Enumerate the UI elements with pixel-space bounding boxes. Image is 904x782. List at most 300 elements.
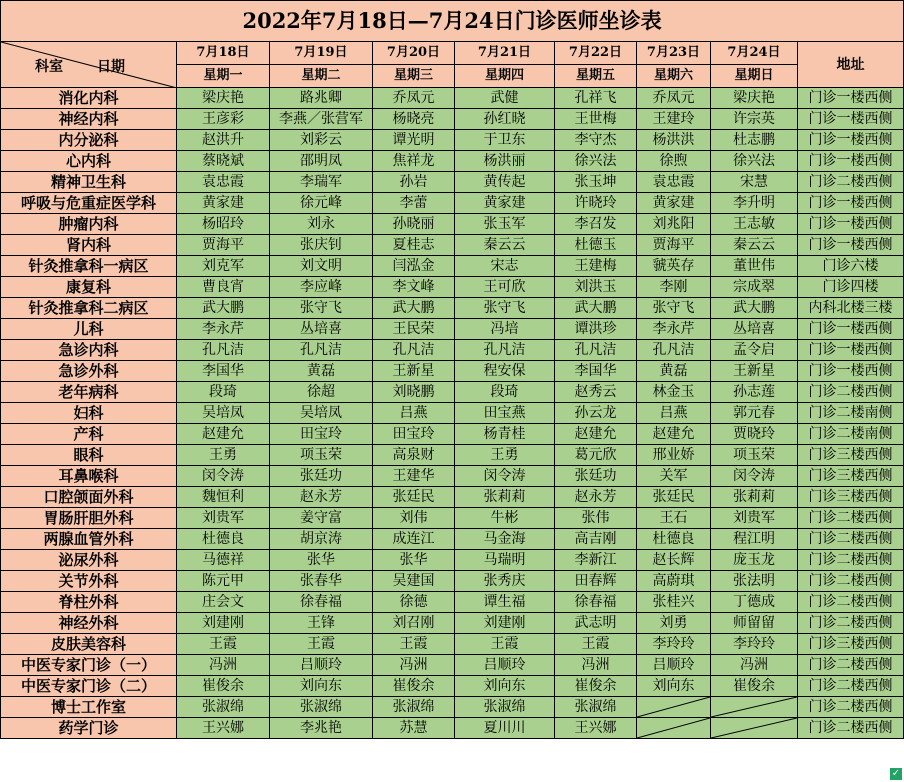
address-cell[interactable]: 门诊二楼西侧	[798, 592, 904, 613]
doctor-cell[interactable]: 高吉刚	[555, 529, 637, 550]
address-cell[interactable]: 门诊一楼西侧	[798, 130, 904, 151]
doctor-cell[interactable]: 路兆卿	[270, 88, 373, 109]
doctor-cell[interactable]: 蔡晓斌	[177, 151, 270, 172]
weekday-header-cell[interactable]: 星期四	[455, 65, 555, 88]
doctor-cell[interactable]: 张廷民	[373, 487, 455, 508]
address-cell[interactable]: 门诊一楼西侧	[798, 88, 904, 109]
doctor-cell[interactable]: 赵长辉	[637, 550, 711, 571]
doctor-cell[interactable]: 刘文明	[270, 256, 373, 277]
address-cell[interactable]: 门诊二楼西侧	[798, 697, 904, 718]
doctor-cell[interactable]: 刘兆阳	[637, 214, 711, 235]
doctor-cell[interactable]: 张伟	[555, 508, 637, 529]
doctor-cell[interactable]: 黄磊	[637, 361, 711, 382]
doctor-cell[interactable]: 牛彬	[455, 508, 555, 529]
address-cell[interactable]: 门诊一楼西侧	[798, 193, 904, 214]
address-cell[interactable]: 门诊二楼西侧	[798, 718, 904, 739]
doctor-cell[interactable]: 徐兴法	[555, 151, 637, 172]
date-header-cell[interactable]: 7月18日	[177, 42, 270, 65]
doctor-cell[interactable]: 马德祥	[177, 550, 270, 571]
doctor-cell[interactable]: 武志明	[555, 613, 637, 634]
doctor-cell[interactable]: 于卫东	[455, 130, 555, 151]
doctor-cell[interactable]: 王霞	[270, 634, 373, 655]
doctor-cell[interactable]: 张淑绵	[270, 697, 373, 718]
doctor-cell[interactable]: 刘勇	[637, 613, 711, 634]
doctor-cell[interactable]: 谭光明	[373, 130, 455, 151]
doctor-cell[interactable]: 张守飞	[455, 298, 555, 319]
doctor-cell[interactable]: 张守飞	[637, 298, 711, 319]
doctor-cell[interactable]: 王建玲	[637, 109, 711, 130]
doctor-cell[interactable]: 闵令涛	[711, 466, 798, 487]
doctor-cell[interactable]: 吕顺玲	[455, 655, 555, 676]
doctor-cell[interactable]: 张莉莉	[455, 487, 555, 508]
sheet-corner-icon[interactable]: ✓	[891, 768, 901, 779]
doctor-cell[interactable]: 王建梅	[555, 256, 637, 277]
doctor-cell[interactable]: 高泉财	[373, 445, 455, 466]
doctor-cell[interactable]: 武大鹏	[177, 298, 270, 319]
doctor-cell[interactable]: 赵建允	[637, 424, 711, 445]
doctor-cell[interactable]: 刘建刚	[177, 613, 270, 634]
doctor-cell[interactable]: 孙红晓	[455, 109, 555, 130]
doctor-cell[interactable]: 刘向东	[455, 676, 555, 697]
address-cell[interactable]: 门诊二楼西侧	[798, 571, 904, 592]
doctor-cell[interactable]: 关军	[637, 466, 711, 487]
doctor-cell[interactable]: 刘向东	[637, 676, 711, 697]
doctor-cell[interactable]: 李永芹	[637, 319, 711, 340]
doctor-cell[interactable]: 孙志莲	[711, 382, 798, 403]
doctor-cell[interactable]: 陈元甲	[177, 571, 270, 592]
department-cell[interactable]: 中医专家门诊（二）	[1, 676, 177, 697]
doctor-cell[interactable]: 冯洲	[177, 655, 270, 676]
department-cell[interactable]: 内分泌科	[1, 130, 177, 151]
doctor-cell[interactable]: 董世伟	[711, 256, 798, 277]
doctor-cell[interactable]: 徐春福	[555, 592, 637, 613]
department-cell[interactable]: 胃肠肝胆外科	[1, 508, 177, 529]
doctor-cell[interactable]: 项玉荣	[270, 445, 373, 466]
address-cell[interactable]: 门诊一楼西侧	[798, 235, 904, 256]
doctor-cell[interactable]: 杨昭玲	[177, 214, 270, 235]
doctor-cell[interactable]: 张玉军	[455, 214, 555, 235]
doctor-cell[interactable]: 夏桂志	[373, 235, 455, 256]
department-cell[interactable]: 眼科	[1, 445, 177, 466]
doctor-cell[interactable]: 王彦彩	[177, 109, 270, 130]
doctor-cell[interactable]: 焦祥龙	[373, 151, 455, 172]
doctor-cell[interactable]: 杨晓亮	[373, 109, 455, 130]
empty-slash-cell[interactable]	[711, 697, 798, 718]
weekday-header-cell[interactable]: 星期五	[555, 65, 637, 88]
department-cell[interactable]: 产科	[1, 424, 177, 445]
doctor-cell[interactable]: 杨青桂	[455, 424, 555, 445]
doctor-cell[interactable]: 丛培喜	[270, 319, 373, 340]
doctor-cell[interactable]: 刘永	[270, 214, 373, 235]
doctor-cell[interactable]: 赵永芳	[555, 487, 637, 508]
doctor-cell[interactable]: 马瑞明	[455, 550, 555, 571]
doctor-cell[interactable]: 黄家建	[177, 193, 270, 214]
doctor-cell[interactable]: 李应峰	[270, 277, 373, 298]
doctor-cell[interactable]: 张秀庆	[455, 571, 555, 592]
doctor-cell[interactable]: 王石	[637, 508, 711, 529]
department-cell[interactable]: 消化内科	[1, 88, 177, 109]
doctor-cell[interactable]: 吕顺玲	[270, 655, 373, 676]
doctor-cell[interactable]: 袁忠霞	[637, 172, 711, 193]
department-cell[interactable]: 针灸推拿科二病区	[1, 298, 177, 319]
doctor-cell[interactable]: 崔俊余	[555, 676, 637, 697]
doctor-cell[interactable]: 田春辉	[555, 571, 637, 592]
doctor-cell[interactable]: 李玲玲	[711, 634, 798, 655]
doctor-cell[interactable]: 李玲玲	[637, 634, 711, 655]
doctor-cell[interactable]: 孔凡洁	[637, 340, 711, 361]
doctor-cell[interactable]: 师留留	[711, 613, 798, 634]
doctor-cell[interactable]: 刘召刚	[373, 613, 455, 634]
doctor-cell[interactable]: 李文峰	[373, 277, 455, 298]
doctor-cell[interactable]: 宋志	[455, 256, 555, 277]
doctor-cell[interactable]: 闵令涛	[177, 466, 270, 487]
doctor-cell[interactable]: 武健	[455, 88, 555, 109]
doctor-cell[interactable]: 崔俊余	[373, 676, 455, 697]
address-cell[interactable]: 门诊二楼西侧	[798, 676, 904, 697]
date-header-cell[interactable]: 7月23日	[637, 42, 711, 65]
doctor-cell[interactable]: 王霞	[373, 634, 455, 655]
doctor-cell[interactable]: 贾海平	[177, 235, 270, 256]
doctor-cell[interactable]: 刘贵军	[177, 508, 270, 529]
department-cell[interactable]: 脊柱外科	[1, 592, 177, 613]
doctor-cell[interactable]: 丁德成	[711, 592, 798, 613]
address-cell[interactable]: 门诊三楼西侧	[798, 466, 904, 487]
doctor-cell[interactable]: 冯洲	[555, 655, 637, 676]
department-cell[interactable]: 呼吸与危重症医学科	[1, 193, 177, 214]
doctor-cell[interactable]: 王霞	[555, 634, 637, 655]
doctor-cell[interactable]: 邢业娇	[637, 445, 711, 466]
doctor-cell[interactable]: 刘晓鹏	[373, 382, 455, 403]
address-cell[interactable]: 门诊二楼西侧	[798, 382, 904, 403]
department-cell[interactable]: 皮肤美容科	[1, 634, 177, 655]
address-cell[interactable]: 门诊三楼西侧	[798, 634, 904, 655]
doctor-cell[interactable]: 段琦	[455, 382, 555, 403]
doctor-cell[interactable]: 黄磊	[270, 361, 373, 382]
doctor-cell[interactable]: 孙晓丽	[373, 214, 455, 235]
diagonal-slash-mark	[711, 697, 797, 717]
doctor-cell[interactable]: 秦云云	[455, 235, 555, 256]
doctor-cell[interactable]: 孔祥飞	[555, 88, 637, 109]
date-header-cell[interactable]: 7月19日	[270, 42, 373, 65]
doctor-cell[interactable]: 赵建允	[555, 424, 637, 445]
doctor-cell[interactable]: 王新星	[711, 361, 798, 382]
address-header-cell[interactable]: 地址	[798, 42, 904, 88]
weekday-header-cell[interactable]: 星期一	[177, 65, 270, 88]
doctor-cell[interactable]: 李兆艳	[270, 718, 373, 739]
doctor-cell[interactable]: 李蕾	[373, 193, 455, 214]
doctor-cell[interactable]: 吕燕	[637, 403, 711, 424]
doctor-cell[interactable]: 刘贵军	[711, 508, 798, 529]
doctor-cell[interactable]: 徐兴法	[711, 151, 798, 172]
address-cell[interactable]: 门诊一楼西侧	[798, 214, 904, 235]
department-cell[interactable]: 口腔颌面外科	[1, 487, 177, 508]
doctor-cell[interactable]: 张守飞	[270, 298, 373, 319]
date-header-cell[interactable]: 7月22日	[555, 42, 637, 65]
doctor-cell[interactable]: 李升明	[711, 193, 798, 214]
doctor-cell[interactable]: 武大鹏	[373, 298, 455, 319]
address-cell[interactable]: 门诊二楼南侧	[798, 424, 904, 445]
doctor-cell[interactable]: 梁庆艳	[711, 88, 798, 109]
doctor-cell[interactable]: 张华	[270, 550, 373, 571]
doctor-cell[interactable]: 张淑绵	[555, 697, 637, 718]
department-cell[interactable]: 两腺血管外科	[1, 529, 177, 550]
doctor-cell[interactable]: 赵永芳	[270, 487, 373, 508]
doctor-cell[interactable]: 张法明	[711, 571, 798, 592]
doctor-cell[interactable]: 贾晓玲	[711, 424, 798, 445]
address-cell[interactable]: 门诊二楼西侧	[798, 613, 904, 634]
doctor-cell[interactable]: 杜德玉	[555, 235, 637, 256]
doctor-cell[interactable]: 许晓玲	[555, 193, 637, 214]
doctor-cell[interactable]: 王新星	[373, 361, 455, 382]
address-cell[interactable]: 门诊六楼	[798, 256, 904, 277]
doctor-cell[interactable]: 许宗英	[711, 109, 798, 130]
department-cell[interactable]: 心内科	[1, 151, 177, 172]
department-cell[interactable]: 肾内科	[1, 235, 177, 256]
department-cell[interactable]: 中医专家门诊（一）	[1, 655, 177, 676]
doctor-cell[interactable]: 杜德良	[637, 529, 711, 550]
doctor-cell[interactable]: 李瑞军	[270, 172, 373, 193]
doctor-cell[interactable]: 张淑绵	[177, 697, 270, 718]
department-cell[interactable]: 神经外科	[1, 613, 177, 634]
weekday-header-cell[interactable]: 星期二	[270, 65, 373, 88]
doctor-cell[interactable]: 刘克军	[177, 256, 270, 277]
doctor-cell[interactable]: 李永芹	[177, 319, 270, 340]
address-cell[interactable]: 门诊三楼西侧	[798, 445, 904, 466]
doctor-cell[interactable]: 张淑绵	[373, 697, 455, 718]
address-cell[interactable]: 门诊一楼西侧	[798, 109, 904, 130]
doctor-cell[interactable]: 葛元欣	[555, 445, 637, 466]
doctor-cell[interactable]: 田宝玲	[270, 424, 373, 445]
doctor-cell[interactable]: 李刚	[637, 277, 711, 298]
doctor-cell[interactable]: 武大鹏	[711, 298, 798, 319]
doctor-cell[interactable]: 高蔚琪	[637, 571, 711, 592]
doctor-cell[interactable]: 吕顺玲	[637, 655, 711, 676]
weekday-header-cell[interactable]: 星期日	[711, 65, 798, 88]
doctor-cell[interactable]: 王霞	[455, 634, 555, 655]
department-cell[interactable]: 急诊外科	[1, 361, 177, 382]
doctor-cell[interactable]: 李守杰	[555, 130, 637, 151]
doctor-cell[interactable]: 李国华	[177, 361, 270, 382]
department-cell[interactable]: 神经内科	[1, 109, 177, 130]
doctor-cell[interactable]: 宗成翠	[711, 277, 798, 298]
doctor-cell[interactable]: 袁忠霞	[177, 172, 270, 193]
address-cell[interactable]: 门诊一楼西侧	[798, 361, 904, 382]
address-cell[interactable]: 门诊二楼西侧	[798, 172, 904, 193]
doctor-cell[interactable]: 虢英存	[637, 256, 711, 277]
weekday-header-cell[interactable]: 星期三	[373, 65, 455, 88]
doctor-cell[interactable]: 李燕／张营军	[270, 109, 373, 130]
doctor-cell[interactable]: 孙云龙	[555, 403, 637, 424]
doctor-cell[interactable]: 王兴娜	[555, 718, 637, 739]
department-cell[interactable]: 精神卫生科	[1, 172, 177, 193]
address-cell[interactable]: 门诊二楼西侧	[798, 550, 904, 571]
department-cell[interactable]: 妇科	[1, 403, 177, 424]
doctor-cell[interactable]: 徐春福	[270, 592, 373, 613]
doctor-cell[interactable]: 王志敏	[711, 214, 798, 235]
date-header-cell[interactable]: 7月24日	[711, 42, 798, 65]
doctor-cell[interactable]: 黄家建	[637, 193, 711, 214]
doctor-cell[interactable]: 梁庆艳	[177, 88, 270, 109]
doctor-cell[interactable]: 程安保	[455, 361, 555, 382]
doctor-cell[interactable]: 王建华	[373, 466, 455, 487]
doctor-cell[interactable]: 黄家建	[455, 193, 555, 214]
doctor-cell[interactable]: 崔俊余	[711, 676, 798, 697]
doctor-cell[interactable]: 张庆钊	[270, 235, 373, 256]
doctor-cell[interactable]: 崔俊余	[177, 676, 270, 697]
doctor-cell[interactable]: 张莉莉	[711, 487, 798, 508]
date-header-cell[interactable]: 7月21日	[455, 42, 555, 65]
doctor-cell[interactable]: 吴培凤	[177, 403, 270, 424]
doctor-cell[interactable]: 田宝燕	[455, 403, 555, 424]
doctor-cell[interactable]: 赵秀云	[555, 382, 637, 403]
empty-slash-cell[interactable]	[637, 718, 711, 739]
address-cell[interactable]: 门诊三楼西侧	[798, 487, 904, 508]
department-cell[interactable]: 泌尿外科	[1, 550, 177, 571]
address-cell[interactable]: 内科北楼三楼	[798, 298, 904, 319]
doctor-cell[interactable]: 孔凡洁	[455, 340, 555, 361]
schedule-row	[1, 592, 904, 613]
doctor-cell[interactable]: 刘建刚	[455, 613, 555, 634]
address-cell[interactable]: 门诊二楼西侧	[798, 655, 904, 676]
doctor-cell[interactable]: 成连江	[373, 529, 455, 550]
doctor-cell[interactable]: 孔凡洁	[555, 340, 637, 361]
doctor-cell[interactable]: 谭生福	[455, 592, 555, 613]
doctor-cell[interactable]: 乔凤元	[637, 88, 711, 109]
doctor-cell[interactable]: 徐煦	[637, 151, 711, 172]
doctor-cell[interactable]: 张廷民	[637, 487, 711, 508]
department-cell[interactable]: 急诊内科	[1, 340, 177, 361]
doctor-cell[interactable]: 张玉坤	[555, 172, 637, 193]
empty-slash-cell[interactable]	[711, 718, 798, 739]
doctor-cell[interactable]: 杨洪丽	[455, 151, 555, 172]
doctor-cell[interactable]: 林金玉	[637, 382, 711, 403]
department-cell[interactable]: 老年病科	[1, 382, 177, 403]
doctor-cell[interactable]: 李国华	[555, 361, 637, 382]
doctor-cell[interactable]: 杜志鹏	[711, 130, 798, 151]
doctor-cell[interactable]: 徐超	[270, 382, 373, 403]
doctor-cell[interactable]: 乔凤元	[373, 88, 455, 109]
doctor-cell[interactable]: 王世梅	[555, 109, 637, 130]
address-cell[interactable]: 门诊一楼西侧	[798, 319, 904, 340]
address-cell[interactable]: 门诊一楼西侧	[798, 151, 904, 172]
empty-slash-cell[interactable]	[637, 697, 711, 718]
doctor-cell[interactable]: 程江明	[711, 529, 798, 550]
department-cell[interactable]: 耳鼻喉科	[1, 466, 177, 487]
doctor-cell[interactable]: 冯培	[455, 319, 555, 340]
department-cell[interactable]: 药学门诊	[1, 718, 177, 739]
doctor-cell[interactable]: 魏恒利	[177, 487, 270, 508]
department-cell[interactable]: 针灸推拿科一病区	[1, 256, 177, 277]
doctor-cell[interactable]: 刘彩云	[270, 130, 373, 151]
doctor-cell[interactable]: 庄会文	[177, 592, 270, 613]
doctor-cell[interactable]: 闫泓金	[373, 256, 455, 277]
doctor-cell[interactable]: 杨洪洪	[637, 130, 711, 151]
doctor-cell[interactable]: 赵建允	[177, 424, 270, 445]
weekday-header-cell[interactable]: 星期六	[637, 65, 711, 88]
doctor-cell[interactable]: 闵令涛	[455, 466, 555, 487]
department-cell[interactable]: 肿瘤内科	[1, 214, 177, 235]
schedule-row	[1, 445, 904, 466]
address-cell[interactable]: 门诊二楼南侧	[798, 403, 904, 424]
doctor-cell[interactable]: 黄传起	[455, 172, 555, 193]
doctor-cell[interactable]: 吕燕	[373, 403, 455, 424]
doctor-cell[interactable]: 赵洪升	[177, 130, 270, 151]
doctor-cell[interactable]: 张廷功	[270, 466, 373, 487]
doctor-cell[interactable]: 张桂兴	[637, 592, 711, 613]
doctor-cell[interactable]: 冯洲	[373, 655, 455, 676]
doctor-cell[interactable]: 张淑绵	[455, 697, 555, 718]
doctor-cell[interactable]: 徐德	[373, 592, 455, 613]
doctor-cell[interactable]: 秦云云	[711, 235, 798, 256]
doctor-cell[interactable]: 马金海	[455, 529, 555, 550]
address-cell[interactable]: 门诊四楼	[798, 277, 904, 298]
doctor-cell[interactable]: 李新江	[555, 550, 637, 571]
doctor-cell[interactable]: 胡京涛	[270, 529, 373, 550]
doctor-cell[interactable]: 姜守富	[270, 508, 373, 529]
doctor-cell[interactable]: 庞玉龙	[711, 550, 798, 571]
doctor-cell[interactable]: 张春华	[270, 571, 373, 592]
doctor-cell[interactable]: 徐元峰	[270, 193, 373, 214]
doctor-cell[interactable]: 谭洪珍	[555, 319, 637, 340]
doctor-cell[interactable]: 武大鹏	[555, 298, 637, 319]
address-cell[interactable]: 门诊二楼西侧	[798, 529, 904, 550]
doctor-cell[interactable]: 吴建国	[373, 571, 455, 592]
doctor-cell[interactable]: 孔凡洁	[177, 340, 270, 361]
doctor-cell[interactable]: 王霞	[177, 634, 270, 655]
doctor-cell[interactable]: 王可欣	[455, 277, 555, 298]
doctor-cell[interactable]: 杜德良	[177, 529, 270, 550]
doctor-cell[interactable]: 曹良宵	[177, 277, 270, 298]
doctor-cell[interactable]: 孔凡洁	[373, 340, 455, 361]
doctor-cell[interactable]: 孟令启	[711, 340, 798, 361]
doctor-cell[interactable]: 李召发	[555, 214, 637, 235]
doctor-cell[interactable]: 贾海平	[637, 235, 711, 256]
doctor-cell[interactable]: 项玉荣	[711, 445, 798, 466]
doctor-cell[interactable]: 王兴娜	[177, 718, 270, 739]
doctor-cell[interactable]: 王勇	[177, 445, 270, 466]
doctor-cell[interactable]: 冯洲	[711, 655, 798, 676]
page-title[interactable]: 2022年7月18日—7月24日门诊医师坐诊表	[1, 1, 904, 42]
date-header-cell[interactable]: 7月20日	[373, 42, 455, 65]
doctor-cell[interactable]: 郭元春	[711, 403, 798, 424]
doctor-cell[interactable]: 王勇	[455, 445, 555, 466]
doctor-cell[interactable]: 孔凡洁	[270, 340, 373, 361]
address-cell[interactable]: 门诊二楼西侧	[798, 508, 904, 529]
doctor-cell[interactable]: 夏川川	[455, 718, 555, 739]
doctor-cell[interactable]: 苏慧	[373, 718, 455, 739]
doctor-cell[interactable]: 丛培喜	[711, 319, 798, 340]
doctor-cell[interactable]: 孙岩	[373, 172, 455, 193]
doctor-cell[interactable]: 段琦	[177, 382, 270, 403]
corner-header-cell[interactable]	[1, 42, 177, 88]
doctor-cell[interactable]: 王民荣	[373, 319, 455, 340]
doctor-cell[interactable]: 刘向东	[270, 676, 373, 697]
department-cell[interactable]: 关节外科	[1, 571, 177, 592]
doctor-cell[interactable]: 张廷功	[555, 466, 637, 487]
doctor-cell[interactable]: 吴培凤	[270, 403, 373, 424]
doctor-cell[interactable]: 王锋	[270, 613, 373, 634]
doctor-cell[interactable]: 刘洪玉	[555, 277, 637, 298]
doctor-cell[interactable]: 刘伟	[373, 508, 455, 529]
doctor-cell[interactable]: 宋慧	[711, 172, 798, 193]
department-cell[interactable]: 儿科	[1, 319, 177, 340]
doctor-cell[interactable]: 邵明凤	[270, 151, 373, 172]
address-cell[interactable]: 门诊一楼西侧	[798, 340, 904, 361]
doctor-cell[interactable]: 田宝玲	[373, 424, 455, 445]
doctor-cell[interactable]: 张华	[373, 550, 455, 571]
department-cell[interactable]: 康复科	[1, 277, 177, 298]
department-cell[interactable]: 博士工作室	[1, 697, 177, 718]
